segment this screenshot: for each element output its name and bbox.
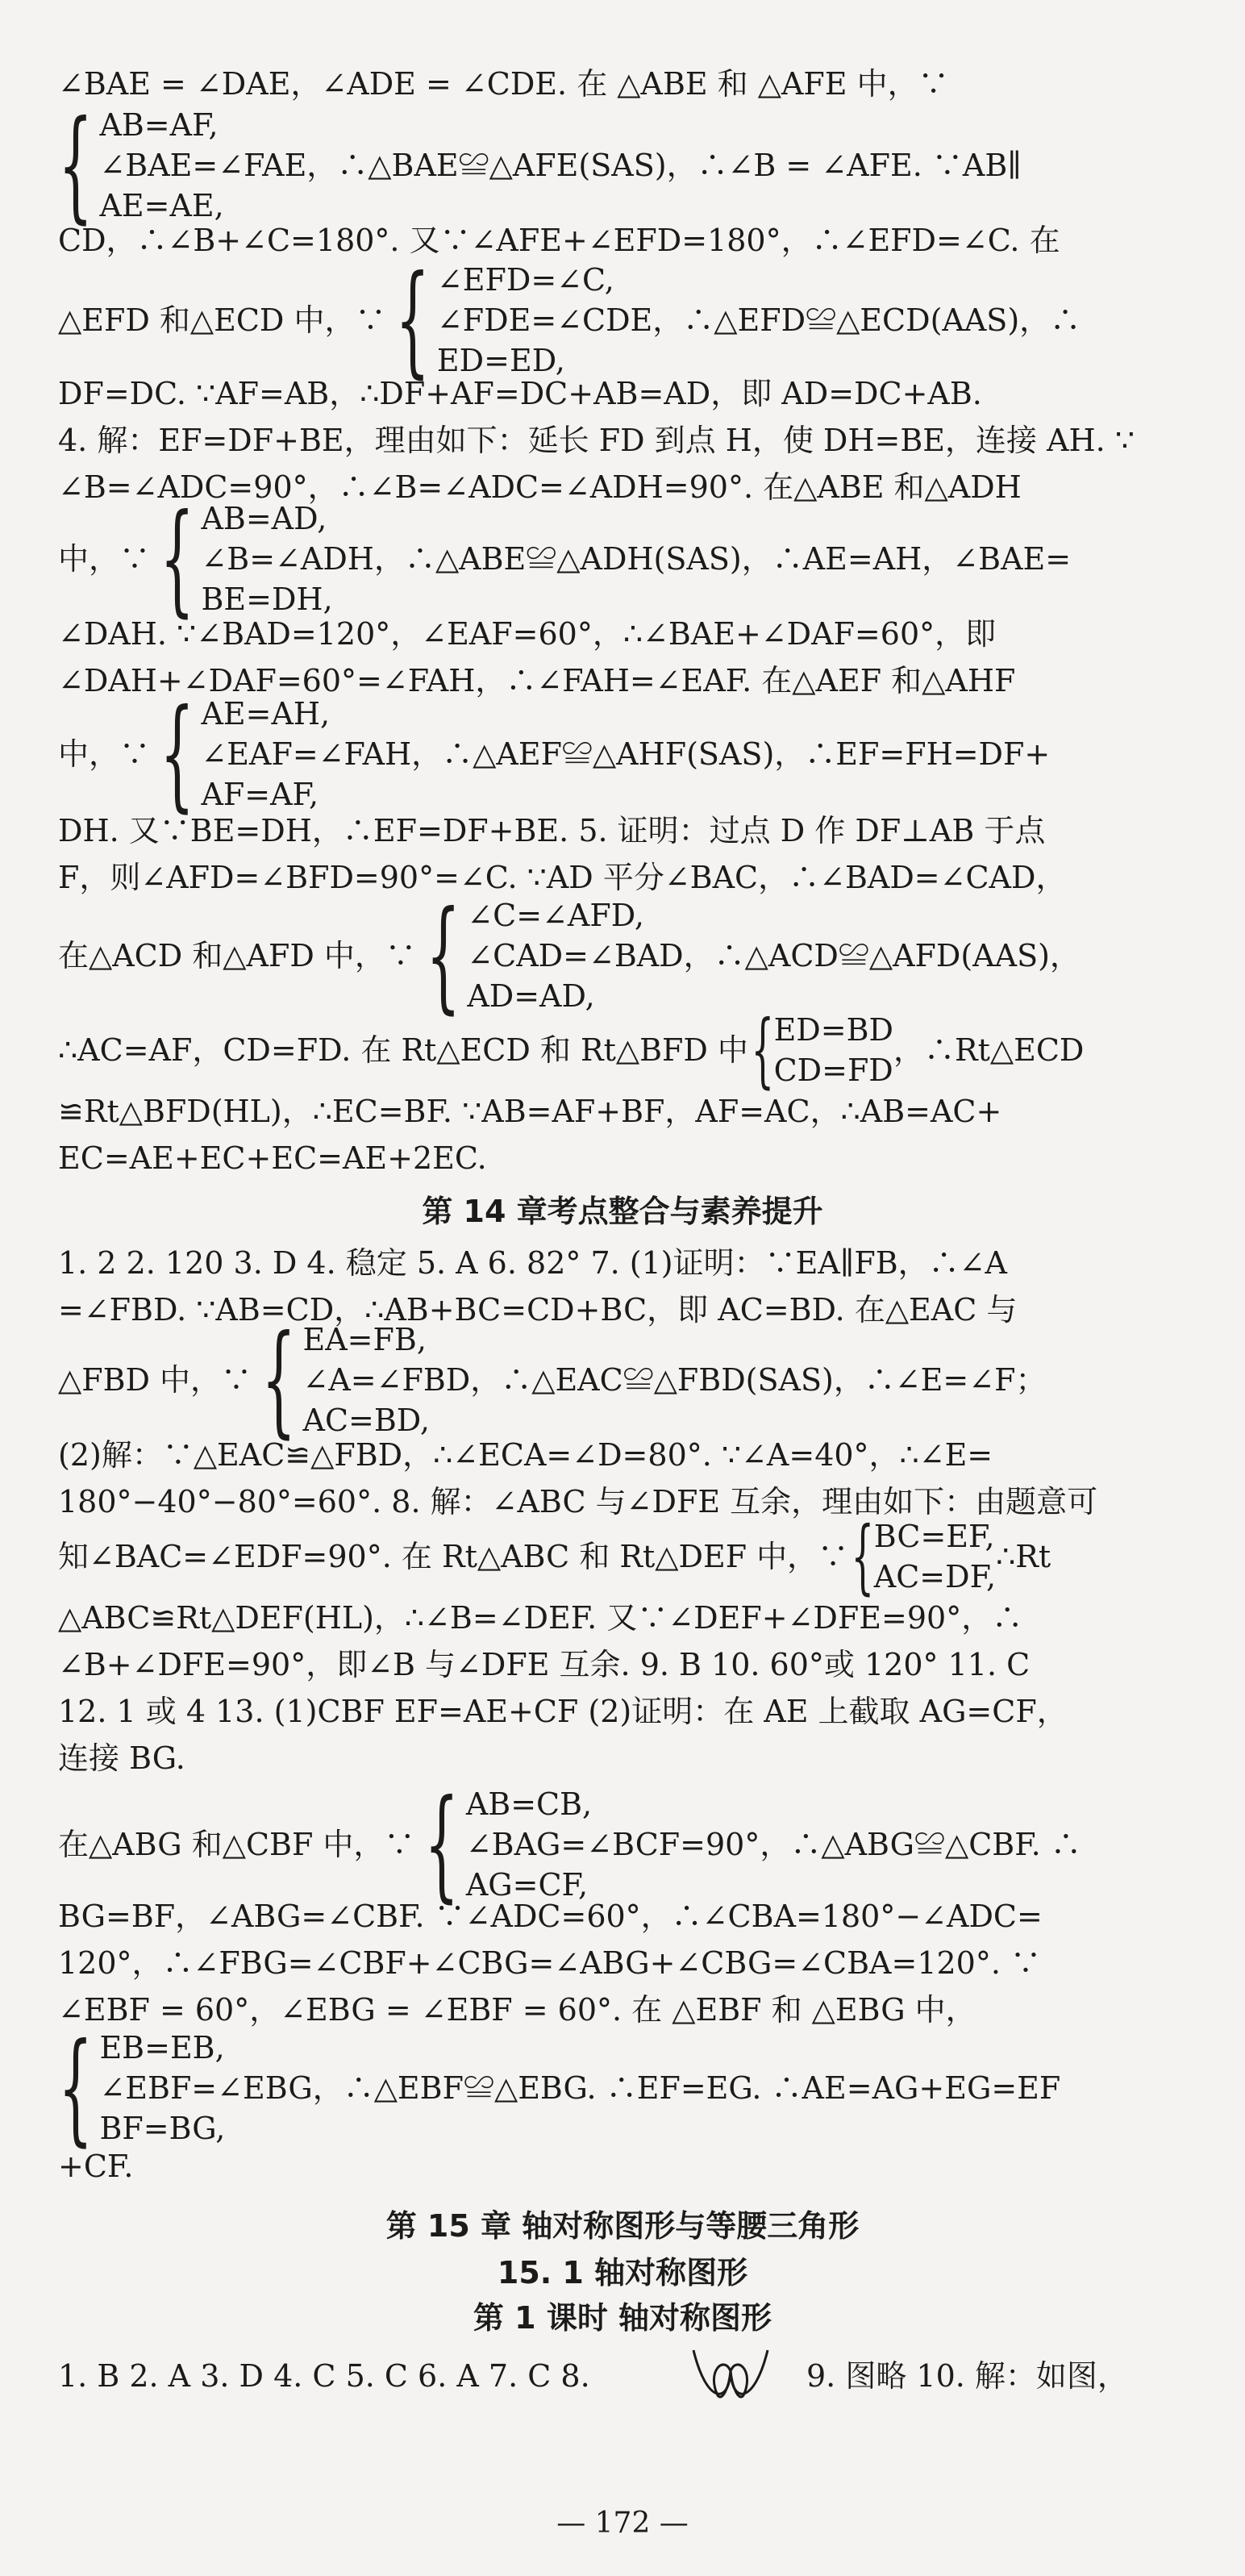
text-line: (2)解：∵△EAC≌△FBD，∴∠ECA=∠D=80°. ∵∠A=40°，∴∠E=: [58, 1437, 993, 1473]
equation-system: [48, 2018, 1061, 2158]
system-row: ∠EBF=∠EBG，∴△EBF≌△EBG. ∴EF=EG. ∴AE=AG+EG=EF: [99, 2070, 1061, 2106]
text-line: DF=DC. ∵AF=AB，∴DF+AF=DC+AB=AD，即 AD=DC+AB.: [58, 376, 982, 411]
system-row: ∠C=∠AFD,: [467, 898, 644, 933]
text-line: 连接 BG.: [58, 1740, 185, 1776]
system-row: ∠EAF=∠FAH，∴△AEF≌△AHF(SAS)，∴EF=FH=DF+: [201, 736, 1051, 772]
system-row: EA=FB,: [302, 1322, 427, 1357]
text-line: 1. 2 2. 120 3. D 4. 稳定 5. A 6. 82° 7. (1)证明：∵EA∥FB，∴∠A: [58, 1245, 1007, 1281]
system-row: EB=EB,: [99, 2030, 225, 2065]
brace: {: [58, 2018, 94, 2158]
brace: {: [851, 1509, 875, 1603]
system-prefix: 知∠BAC=∠EDF=90°. 在 Rt△ABC 和 Rt△DEF 中，∵: [58, 1539, 849, 1574]
system-row: BF=BG,: [99, 2111, 226, 2146]
equation-system: [58, 684, 1051, 824]
system-row: AE=AE,: [99, 188, 224, 223]
brace: {: [424, 1774, 460, 1915]
system-suffix: ，∴Rt△ECD: [893, 1032, 1085, 1068]
text-line: BG=BF，∠ABG=∠CBF. ∵∠ADC=60°，∴∠CBA=180°−∠ADC=: [58, 1899, 1043, 1934]
text-line: ∠DAH. ∵∠BAD=120°，∠EAF=60°，∴∠BAE+∠DAF=60°，即: [58, 616, 997, 652]
text-line: △ABC≌Rt△DEF(HL)，∴∠B=∠DEF. 又∵∠DEF+∠DFE=90°，∴: [58, 1600, 1023, 1636]
section-heading: 15. 1 轴对称图形: [497, 2255, 748, 2290]
system-prefix: 中，∵: [58, 541, 151, 577]
system-row: AB=AF,: [99, 107, 219, 143]
system-prefix: 在△ABG 和△CBF 中，∵: [58, 1827, 415, 1862]
system-suffix: ∴Rt: [996, 1539, 1051, 1574]
text-line: ≌Rt△BFD(HL)，∴EC=BF. ∵AB=AF+BF，AF=AC，∴AB=AC+: [58, 1094, 1002, 1129]
system-prefix: 在△ACD 和△AFD 中，∵: [58, 938, 416, 973]
system-prefix: ∴AC=AF，CD=FD. 在 Rt△ECD 和 Rt△BFD 中: [58, 1032, 748, 1068]
equation-system: [58, 489, 1072, 629]
symmetric-figure-answer-icon: [682, 2339, 779, 2411]
section-heading: 第 14 章考点整合与素养提升: [422, 1194, 823, 1229]
brace: {: [426, 886, 461, 1026]
system-row: BE=DH,: [201, 581, 333, 617]
system-row: ∠B=∠ADH，∴△ABE≌△ADH(SAS)，∴AE=AH，∠BAE=: [201, 541, 1072, 577]
system-row: AC=DF,: [873, 1559, 997, 1594]
system-row: ∠CAD=∠BAD，∴△ACD≌△AFD(AAS)，: [467, 938, 1081, 973]
system-row: ∠BAE=∠FAE，∴△BAE≌△AFE(SAS)，∴∠B = ∠AFE. ∵AB∥: [99, 148, 1022, 183]
text-line: 120°，∴∠FBG=∠CBF+∠CBG=∠ABG+∠CBG=∠CBA=120°. ∵: [58, 1945, 1042, 1981]
lesson-heading: 第 1 课时 轴对称图形: [473, 2300, 772, 2336]
system-row: ED=ED,: [436, 343, 565, 378]
equation-system: [58, 1002, 1085, 1097]
brace: {: [395, 250, 431, 390]
system-prefix: △FBD 中，∵: [58, 1362, 252, 1398]
chapter-heading: 第 15 章 轴对称图形与等腰三角形: [385, 2208, 860, 2244]
system-row: ∠BAG=∠BCF=90°，∴△ABG≌△CBF. ∴: [465, 1827, 1081, 1862]
page-number: — 172 —: [556, 2507, 689, 2540]
system-row: AE=AH,: [201, 696, 331, 732]
system-row: AC=BD,: [302, 1403, 430, 1438]
system-row: AB=AD,: [201, 501, 327, 536]
text-line: 12. 1 或 4 13. (1)CBF EF=AE+CF (2)证明：在 AE 上截取 AG=CF，: [58, 1694, 1068, 1729]
text-line: DH. 又∵BE=DH，∴EF=DF+BE. 5. 证明：过点 D 作 DF⊥AB 于点: [58, 813, 1046, 848]
system-row: AB=CB,: [465, 1786, 593, 1822]
brace: {: [751, 1002, 775, 1097]
system-prefix: 中，∵: [58, 736, 151, 772]
text-line: 1. B 2. A 3. D 4. C 5. C 6. A 7. C 8.: [58, 2358, 590, 2394]
system-row: ED=BD: [773, 1012, 893, 1048]
system-row: AG=CF,: [465, 1867, 589, 1903]
system-row: ∠A=∠FBD，∴△EAC≌△FBD(SAS)，∴∠E=∠F；: [302, 1362, 1047, 1398]
equation-system: [58, 250, 1081, 390]
text-line: ∠EBF = 60°，∠EBG = ∠EBF = 60°. 在 △EBF 和 △EBG 中，: [58, 1992, 976, 2028]
text-line: 180°−40°−80°=60°. 8. 解：∠ABC 与∠DFE 互余，理由如下：由题意可: [58, 1484, 1098, 1519]
text-line: EC=AE+EC+EC=AE+2EC.: [58, 1140, 487, 1176]
text-line: ∠B+∠DFE=90°，即∠B 与∠DFE 互余. 9. B 10. 60°或 120° 11. C: [58, 1647, 1031, 1682]
system-row: BC=EF,: [873, 1519, 995, 1554]
equation-system: [48, 95, 1022, 236]
text-line: F，则∠AFD=∠BFD=90°=∠C. ∵AD 平分∠BAC，∴∠BAD=∠CAD，: [58, 860, 1067, 895]
system-row: ∠FDE=∠CDE，∴△EFD≌△ECD(AAS)，∴: [436, 302, 1081, 338]
system-row: CD=FD: [773, 1052, 893, 1088]
system-row: AF=AF,: [201, 777, 319, 812]
brace: {: [160, 684, 195, 824]
system-row: AD=AD,: [467, 978, 595, 1014]
text-line: =∠FBD. ∵AB=CD，∴AB+BC=CD+BC，即 AC=BD. 在△EAC 与: [58, 1292, 1018, 1328]
equation-system: [58, 1509, 1051, 1603]
text-line: ∠DAH+∠DAF=60°=∠FAH，∴∠FAH=∠EAF. 在△AEF 和△AHF: [58, 663, 1016, 698]
text-line: ∠B=∠ADC=90°，∴∠B=∠ADC=∠ADH=90°. 在△ABE 和△ADH: [58, 469, 1022, 505]
text-line: ∠BAE = ∠DAE，∠ADE = ∠CDE. 在 △ABE 和 △AFE 中，∵: [58, 66, 949, 102]
text-line: 4. 解：EF=DF+BE，理由如下：延长 FD 到点 H，使 DH=BE，连接 AH. ∵: [58, 423, 1135, 458]
equation-system: [58, 1774, 1081, 1915]
text-line: 9. 图略 10. 解：如图，: [806, 2358, 1128, 2394]
equation-system: [58, 886, 1081, 1026]
brace: {: [261, 1310, 297, 1450]
brace: {: [58, 95, 94, 236]
system-row: ∠EFD=∠C,: [436, 262, 614, 298]
text-line: +CF.: [58, 2149, 134, 2184]
brace: {: [160, 489, 195, 629]
text-line: CD，∴∠B+∠C=180°. 又∵∠AFE+∠EFD=180°，∴∠EFD=∠C. 在: [58, 223, 1060, 258]
system-prefix: △EFD 和△ECD 中，∵: [58, 302, 386, 338]
